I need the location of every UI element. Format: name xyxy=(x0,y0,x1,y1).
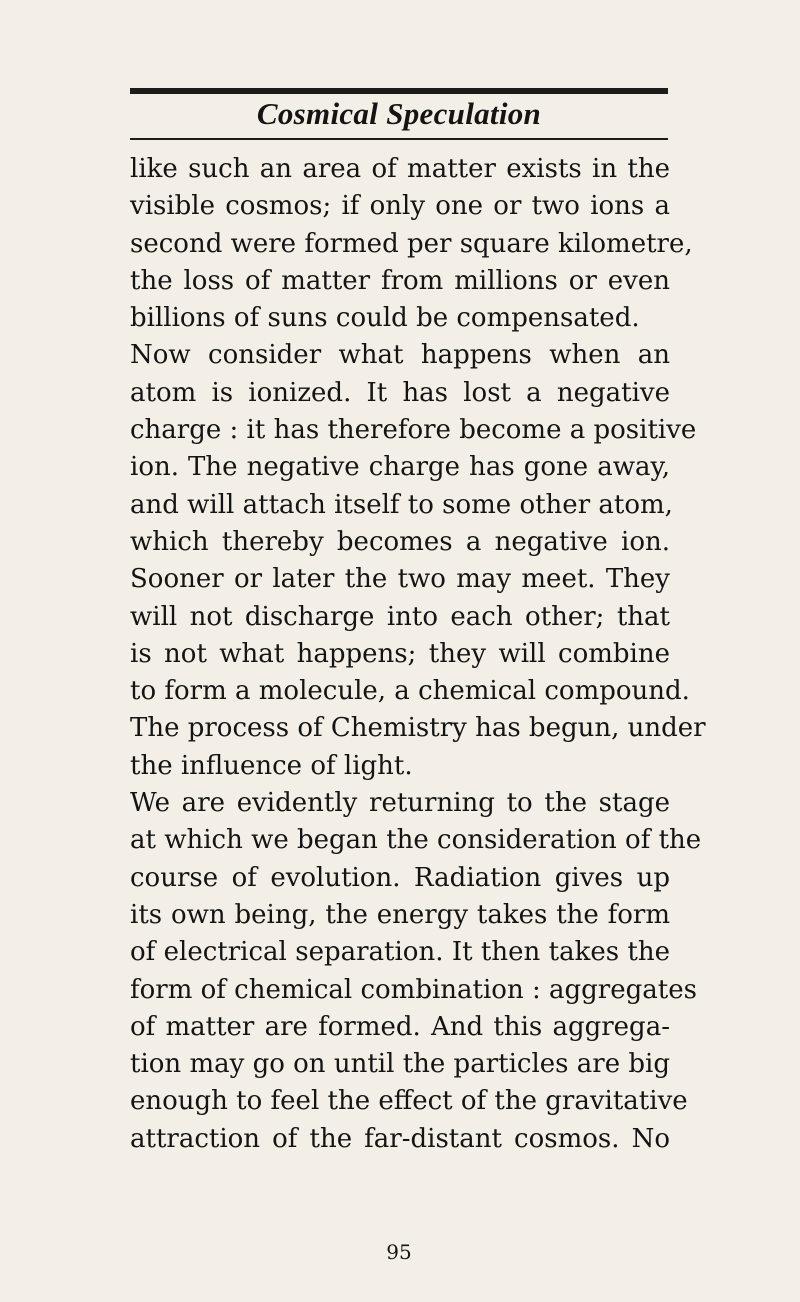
text-line: billions of suns could be compensated. xyxy=(130,303,640,334)
body-text xyxy=(130,151,706,1158)
text-line: attraction of the far-distant cosmos. No xyxy=(130,1123,670,1154)
text-line: its own being, the energy takes the form xyxy=(130,899,670,930)
text-line: Now consider what happens when an xyxy=(130,340,670,371)
text-line: the influence of light. xyxy=(130,750,413,781)
text-line: like such an area of matter exists in the xyxy=(130,154,670,184)
page-number: 95 xyxy=(386,1240,412,1264)
text-line: The process of Chemistry has begun, under xyxy=(130,713,706,744)
text-line: visible cosmos; if only one or two ions a xyxy=(130,191,670,222)
text-line: ion. The negative charge has gone away, xyxy=(130,452,670,483)
text-line: We are evidently returning to the stage xyxy=(130,788,670,819)
header-top-rule xyxy=(130,88,668,94)
text-line: Sooner or later the two may meet. They xyxy=(130,564,670,595)
text-line: atom is ionized. It has lost a negative xyxy=(130,377,670,408)
text-line: at which we began the consideration of the xyxy=(130,825,702,856)
text-line: of matter are formed. And this aggrega- xyxy=(130,1011,670,1042)
text-line: course of evolution. Radiation gives up xyxy=(130,862,670,893)
text-line: to form a molecule, a chemical compound. xyxy=(130,676,690,707)
text-line: and will attach itself to some other atom, xyxy=(130,489,673,520)
text-line: charge : it has therefore become a positive xyxy=(130,415,697,446)
running-title: Cosmical Speculation xyxy=(256,96,542,131)
text-line: will not discharge into each other; that xyxy=(130,601,670,632)
header-bottom-rule xyxy=(130,138,668,140)
text-line: enough to feel the effect of the gravitative xyxy=(130,1086,688,1117)
text-line: which thereby becomes a negative ion. xyxy=(130,526,670,557)
text-line: the loss of matter from millions or even xyxy=(130,265,670,296)
text-line: second were formed per square kilometre, xyxy=(130,228,693,259)
text-line: form of chemical combination : aggregates xyxy=(130,974,697,1005)
text-line: is not what happens; they will combine xyxy=(130,638,670,669)
text-line: tion may go on until the particles are big xyxy=(130,1049,670,1080)
text-line: of electrical separation. It then takes the xyxy=(130,937,670,968)
